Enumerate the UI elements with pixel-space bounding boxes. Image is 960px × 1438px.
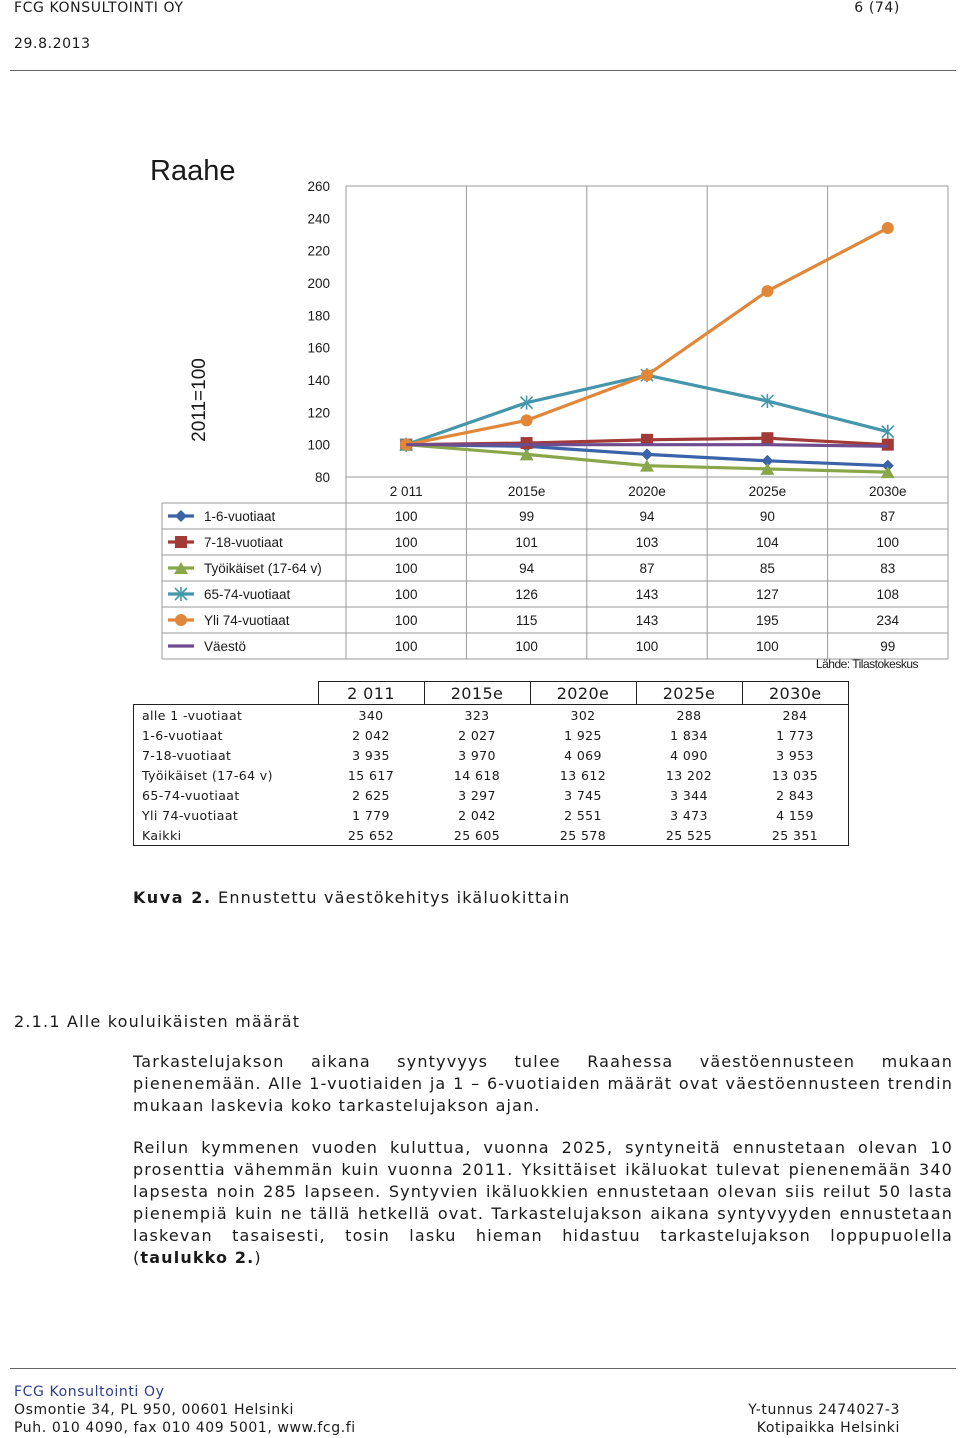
footer-contact: Puh. 010 4090, fax 010 409 5001, www.fcg.fi [14,1420,356,1436]
x-category-label: 2030e [869,484,907,499]
series-5 [406,445,888,447]
legend-key [168,614,194,626]
table-cell: 25 578 [530,825,636,846]
table-cell: 25 351 [742,825,849,846]
table-cell: 25 652 [318,825,424,846]
table-row-label: alle 1 -vuotiaat [134,705,319,726]
footer-domicile: Kotipaikka Helsinki [756,1420,900,1436]
data-value-label: 143 [635,613,659,628]
header-page-number: 6 (74) [854,0,900,16]
legend-label: Yli 74-vuotiaat [204,613,290,628]
data-value-label: 100 [394,587,418,602]
table-row-label: 1-6-vuotiaat [134,725,319,745]
table-cell: 25 525 [636,825,742,846]
x-category-label: 2020e [628,484,666,499]
y-tick-label: 220 [307,243,330,259]
y-axis-label: 2011=100 [189,358,210,442]
table-cell: 15 617 [347,767,395,783]
data-value-label: 100 [394,639,418,654]
table-cell: 1 925 [564,727,602,743]
table-row [134,825,849,846]
table-cell: 3 970 [458,747,496,763]
series-line [406,445,888,447]
table-row [134,805,849,825]
table-header-cell: 2030e [742,682,849,705]
data-value-label: 99 [519,509,535,524]
data-value-label: 99 [880,639,896,654]
data-value-label: 103 [635,535,659,550]
paragraph-1: Tarkastelujakson aikana syntyvyys tulee Raahessa väestöennusteen mukaan pienenemään. Alle 1-vuotiaiden ja 1 – 6-vuotiaiden määrät ovat väestöennusteen trendin mukaan laskevia koko tarkastelujakson ajan. [133,1052,953,1115]
table-row [134,725,849,745]
data-value-label: 85 [759,561,775,576]
population-table-body [134,705,849,846]
table-row-label: Kaikki [134,825,319,846]
paragraph-2-end: ) [254,1248,262,1267]
chart-data-table [168,484,907,654]
table-row [134,765,849,785]
table-cell: 2 042 [352,727,390,743]
y-tick-label: 100 [307,437,330,453]
data-value-label: 101 [515,535,538,550]
data-point-marker [175,510,187,522]
data-value-label: 87 [880,509,896,524]
y-tick-label: 260 [307,179,330,194]
chart-title: Raahe [150,155,236,187]
data-value-label: 127 [756,587,779,602]
table-cell: 1 834 [670,727,708,743]
legend-label: Väestö [204,639,247,654]
table-cell: 3 297 [458,787,496,803]
y-tick-label: 240 [307,211,330,227]
table-corner [134,682,319,705]
chart-source: Lähde: Tilastokeskus [815,657,918,671]
table-row [134,785,849,805]
data-point-marker [521,414,533,426]
y-tick-label: 160 [307,340,330,356]
data-value-label: 94 [519,561,535,576]
table-row [134,745,849,765]
table-cell: 14 618 [453,767,501,783]
series-4 [400,222,894,451]
y-tick-label: 80 [314,470,330,485]
footer-business-id: Y-tunnus 2474027-3 [748,1402,900,1418]
table-cell: 13 612 [559,767,607,783]
data-value-label: 83 [880,561,896,576]
data-value-label: 195 [756,613,779,628]
table-cell: 1 779 [352,807,390,823]
population-table [133,681,849,846]
paragraph-2-text: Reilun kymmenen vuoden kuluttua, vuonna 2025, syntyneitä ennustetaan olevan 10 prosenttia vähemmän kuin vuonna 2011. Yksittäiset ikäluokat tulevat pienenemään 340 lapsesta noin 285 lapseen. Syntyvien ikäluokkien ennustetaan olevan siis reilut 50 lasta pienempiä kuin ne tällä hetkellä ovat. Tarkastelujakson aikana syntyvyyden ennustetaan laskevan tasaisesti, tosin lasku hieman hidastuu tarkastelujakson loppupuolella ( [133,1138,953,1267]
data-point-marker [761,285,773,297]
data-value-label: 234 [876,613,900,628]
footer-company: FCG Konsultointi Oy [14,1384,165,1400]
series-1 [400,432,894,450]
legend-label: Työikäiset (17-64 v) [204,561,322,576]
data-value-label: 90 [759,509,775,524]
table-cell: 2 042 [458,807,496,823]
data-value-label: 100 [515,639,538,654]
table-cell: 13 202 [665,767,713,783]
table-cell: 3 473 [670,807,708,823]
data-point-marker [175,614,187,626]
data-value-label: 100 [756,639,779,654]
table-cell: 4 069 [564,747,602,763]
table-cell: 4 090 [670,747,708,763]
table-header-cell: 2020e [530,682,636,705]
table-cell: 25 605 [424,825,530,846]
data-value-label: 104 [756,535,779,550]
data-value-label: 100 [394,535,418,550]
data-value-label: 100 [876,535,900,550]
data-value-label: 100 [635,639,659,654]
table-row-label: 65-74-vuotiaat [134,785,319,805]
caption-label: Kuva 2. [133,888,212,907]
legend-key [168,587,194,601]
data-point-marker [641,448,653,460]
table-cell: 2 625 [352,787,390,803]
table-cell: 3 344 [670,787,708,803]
y-tick-label: 180 [307,308,330,324]
population-table-header [134,682,849,705]
data-value-label: 100 [394,561,418,576]
table-cell: 2 843 [742,785,849,805]
figure-caption [133,888,570,907]
header-date: 29.8.2013 [14,36,91,52]
table-cell: 323 [424,705,530,726]
table-reference: taulukko 2. [140,1248,255,1267]
x-category-label: 2025e [748,484,787,499]
caption-text: Ennustettu väestökehitys ikäluokittain [211,888,571,907]
legend-label: 7-18-vuotiaat [204,535,283,550]
data-value-label: 100 [394,509,418,524]
data-value-label: 87 [639,561,655,576]
data-point-marker [521,437,533,449]
legend-label: 1-6-vuotiaat [204,509,276,524]
legend-label: 65-74-vuotiaat [204,587,291,602]
data-point-marker [641,369,653,381]
header-company: FCG KONSULTOINTI OY [14,0,184,16]
data-value-label: 94 [639,509,655,524]
table-cell: 2 027 [458,727,496,743]
table-cell: 13 035 [742,765,849,785]
x-category-label: 2 011 [389,484,423,499]
data-point-marker [175,536,187,548]
footer-address: Osmontie 34, PL 950, 00601 Helsinki [14,1402,294,1418]
table-header-cell: 2 011 [318,682,424,705]
y-tick-labels [307,179,330,485]
paragraph-2 [133,1137,953,1269]
table-cell: 302 [530,705,636,726]
table-row [134,705,849,726]
table-row-label: Työikäiset (17-64 v) [134,765,319,785]
line-chart [0,0,960,680]
data-value-label: 108 [876,587,900,602]
table-cell: 1 773 [742,725,849,745]
section-heading: 2.1.1 Alle kouluikäisten määrät [14,1012,301,1031]
x-category-label: 2015e [507,484,546,499]
y-tick-label: 200 [307,276,330,291]
data-value-label: 143 [635,587,659,602]
table-header-cell: 2015e [424,682,530,705]
chart-series [399,222,895,478]
legend-key [168,510,194,522]
footer-divider [10,1368,956,1369]
data-value-label: 100 [394,613,418,628]
table-header-cell: 2025e [636,682,742,705]
table-row-label: Yli 74-vuotiaat [134,805,319,825]
table-cell: 288 [636,705,742,726]
table-cell: 3 953 [742,745,849,765]
table-row-label: 7-18-vuotiaat [134,745,319,765]
data-point-marker [882,222,894,234]
legend-key [168,562,194,574]
table-cell: 284 [742,705,849,726]
y-tick-label: 140 [307,373,330,388]
y-tick-label: 120 [307,405,330,421]
table-cell: 4 159 [742,805,849,825]
data-value-label: 126 [515,587,538,602]
legend-key [168,536,194,548]
table-cell: 3 745 [564,787,602,803]
table-cell: 2 551 [564,807,602,823]
table-cell: 340 [318,705,424,726]
data-point-marker [761,432,773,444]
data-value-label: 115 [515,613,538,628]
table-cell: 3 935 [352,747,390,763]
